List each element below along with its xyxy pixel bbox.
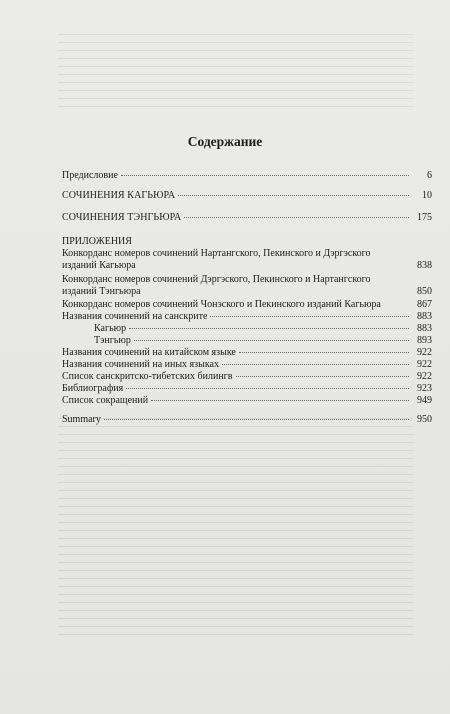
- toc-entry-sanskrit[interactable]: [62, 311, 432, 323]
- dot-leader: [178, 195, 409, 196]
- toc-page-number: 922: [417, 371, 432, 382]
- toc-entry-concordance-kangyur[interactable]: [62, 248, 412, 272]
- toc-entry-label-line2: изданий Тэнгьюра: [62, 286, 141, 297]
- toc-entry-label-line1: Конкорданс номеров сочинений Дэргэского, Пекинского и Нартангского: [62, 274, 371, 285]
- dot-leader: [239, 352, 409, 353]
- dot-leader: [151, 400, 409, 401]
- toc-entry-label: Список санскритско-тибетских билингв: [62, 371, 233, 382]
- toc-entry-label: Библиография: [62, 383, 124, 394]
- toc-entry-preface[interactable]: [62, 170, 432, 182]
- dot-leader: [126, 388, 409, 389]
- toc-entry-label: Названия сочинений на санскрите: [62, 311, 208, 322]
- toc-entry-kangyur[interactable]: [62, 190, 432, 202]
- toc-entry-concordance-chone[interactable]: Конкорданс номеров сочинений Чонэского и Пекинского изданий Кагьюра: [62, 299, 381, 310]
- toc-entry-label: Summary: [62, 414, 101, 425]
- toc-entry-sanskrit-tengyur[interactable]: [62, 335, 432, 347]
- toc-entry-chinese[interactable]: [62, 347, 432, 359]
- toc-entry-label-line2: изданий Кагьюра: [62, 260, 136, 271]
- toc-entry-label: СОЧИНЕНИЯ КАГЬЮРА: [62, 190, 176, 201]
- toc-entry-label: Предисловие: [62, 170, 118, 181]
- toc-entry-label: Кагьюр: [94, 323, 127, 334]
- toc-entry-other-languages[interactable]: [62, 359, 432, 371]
- toc-page-number: 949: [417, 395, 432, 406]
- dot-leader: [184, 217, 409, 218]
- toc-entry-tengyur[interactable]: [62, 212, 432, 224]
- dot-leader: [222, 364, 409, 365]
- bleed-through-text-bottom: [58, 418, 413, 642]
- toc-entry-label: Тэнгьюр: [94, 335, 131, 346]
- toc-entry-label-line1: Конкорданс номеров сочинений Нартангского, Пекинского и Дэргэского: [62, 248, 371, 259]
- toc-entry-bilingual[interactable]: [62, 371, 432, 383]
- toc-page-number: 175: [417, 212, 432, 223]
- bleed-through-text-top: [58, 34, 413, 114]
- toc-section-appendices: ПРИЛОЖЕНИЯ: [62, 236, 132, 247]
- dot-leader: [210, 316, 409, 317]
- toc-entry-label: Названия сочинений на иных языках: [62, 359, 219, 370]
- toc-entry-concordance-tengyur[interactable]: [62, 274, 412, 298]
- toc-page-number: 883: [417, 311, 432, 322]
- toc-page-number: 6: [427, 170, 432, 181]
- toc-entry-bibliography[interactable]: [62, 383, 432, 395]
- toc-page-number: 923: [417, 383, 432, 394]
- toc-page-number: 867: [417, 299, 432, 310]
- dot-leader: [121, 175, 409, 176]
- toc-page-number: 10: [422, 190, 432, 201]
- toc-entry-label: Список сокращений: [62, 395, 149, 406]
- toc-page-number: 850: [417, 286, 432, 297]
- toc-page-number: 922: [417, 347, 432, 358]
- toc-entry-sanskrit-kangyur[interactable]: [62, 323, 432, 335]
- page-title: Содержание: [187, 134, 263, 149]
- dot-leader: [236, 376, 410, 377]
- toc-entry-abbreviations[interactable]: [62, 395, 432, 407]
- toc-entry-label: Названия сочинений на китайском языке: [62, 347, 236, 358]
- toc-page-number: 838: [417, 260, 432, 271]
- toc-page-number: 950: [417, 414, 432, 425]
- toc-page-number: 893: [417, 335, 432, 346]
- toc-entry-label: СОЧИНЕНИЯ ТЭНГЬЮРА: [62, 212, 182, 223]
- dot-leader: [134, 340, 409, 341]
- toc-page-number: 883: [417, 323, 432, 334]
- dot-leader: [129, 328, 409, 329]
- toc-page-number: 922: [417, 359, 432, 370]
